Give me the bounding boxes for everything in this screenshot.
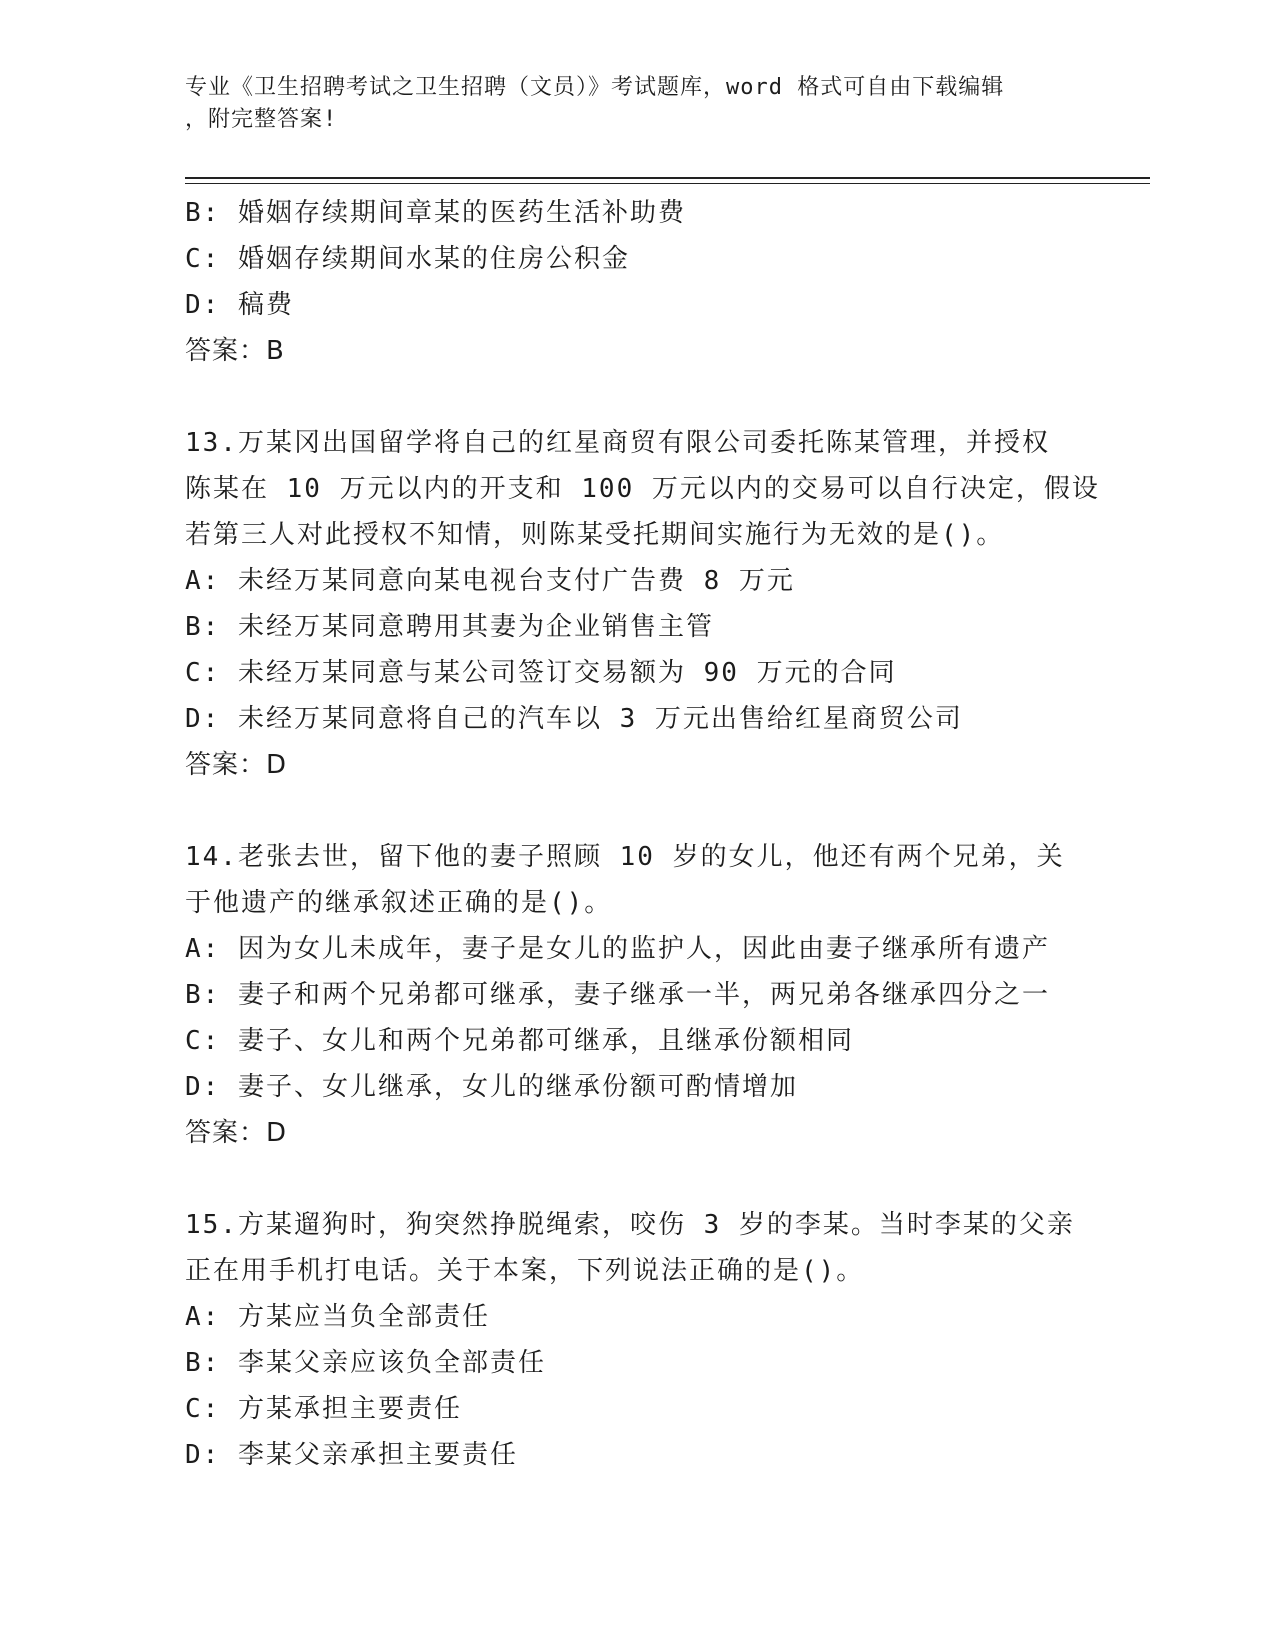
question-stem-line: 陈某在 10 万元以内的开支和 100 万元以内的交易可以自行决定，假设 [185, 474, 1100, 504]
question-stem-line: 14.老张去世，留下他的妻子照顾 10 岁的女儿，他还有两个兄弟，关 [185, 842, 1065, 872]
option-d: D: 未经万某同意将自己的汽车以 3 万元出售给红星商贸公司 [185, 704, 963, 734]
option-c: C: 妻子、女儿和两个兄弟都可继承，且继承份额相同 [185, 1026, 854, 1056]
header-divider-thick [185, 177, 1150, 179]
option-d: D: 妻子、女儿继承，女儿的继承份额可酌情增加 [185, 1072, 798, 1102]
question-stem-line: 13.万某冈出国留学将自己的红星商贸有限公司委托陈某管理，并授权 [185, 428, 1050, 458]
option-b: B: 未经万某同意聘用其妻为企业销售主管 [185, 612, 714, 642]
option-c: C: 未经万某同意与某公司签订交易额为 90 万元的合同 [185, 658, 897, 688]
option-c: C: 方某承担主要责任 [185, 1394, 462, 1424]
question-13 [185, 420, 1100, 788]
answer-line: 答案：D [185, 750, 288, 780]
answer-line: 答案：D [185, 1118, 288, 1148]
option-b: B: 婚姻存续期间章某的医药生活补助费 [185, 198, 686, 228]
question-stem-line: 于他遗产的继承叙述正确的是()。 [185, 888, 613, 918]
question-content [185, 190, 1100, 1478]
question-14 [185, 834, 1075, 1156]
answer-line: 答案：B [185, 336, 285, 366]
header-line-2: ，附完整答案! [185, 107, 338, 132]
option-a: A: 因为女儿未成年，妻子是女儿的监护人，因此由妻子继承所有遗产 [185, 934, 1050, 964]
option-b: B: 妻子和两个兄弟都可继承，妻子继承一半，两兄弟各继承四分之一 [185, 980, 1050, 1010]
spacer [185, 1156, 1075, 1202]
spacer [185, 788, 1075, 834]
spacer [185, 374, 1075, 420]
option-d: D: 稿费 [185, 290, 294, 320]
question-stem-line: 15.方某遛狗时，狗突然挣脱绳索，咬伤 3 岁的李某。当时李某的父亲 [185, 1210, 1075, 1240]
question-15 [185, 1202, 1075, 1478]
document-header [185, 72, 1065, 136]
option-c: C: 婚姻存续期间水某的住房公积金 [185, 244, 630, 274]
header-line-1: 专业《卫生招聘考试之卫生招聘（文员）》考试题库，word 格式可自由下载编辑 [185, 75, 1005, 100]
header-divider-thin [185, 183, 1150, 184]
option-a: A: 未经万某同意向某电视台支付广告费 8 万元 [185, 566, 795, 596]
question-stem-line: 正在用手机打电话。关于本案，下列说法正确的是()。 [185, 1256, 865, 1286]
question-stem-line: 若第三人对此授权不知情，则陈某受托期间实施行为无效的是()。 [185, 520, 1005, 550]
prev-question-block [185, 190, 1075, 374]
option-b: B: 李某父亲应该负全部责任 [185, 1348, 546, 1378]
option-d: D: 李某父亲承担主要责任 [185, 1440, 518, 1470]
option-a: A: 方某应当负全部责任 [185, 1302, 490, 1332]
